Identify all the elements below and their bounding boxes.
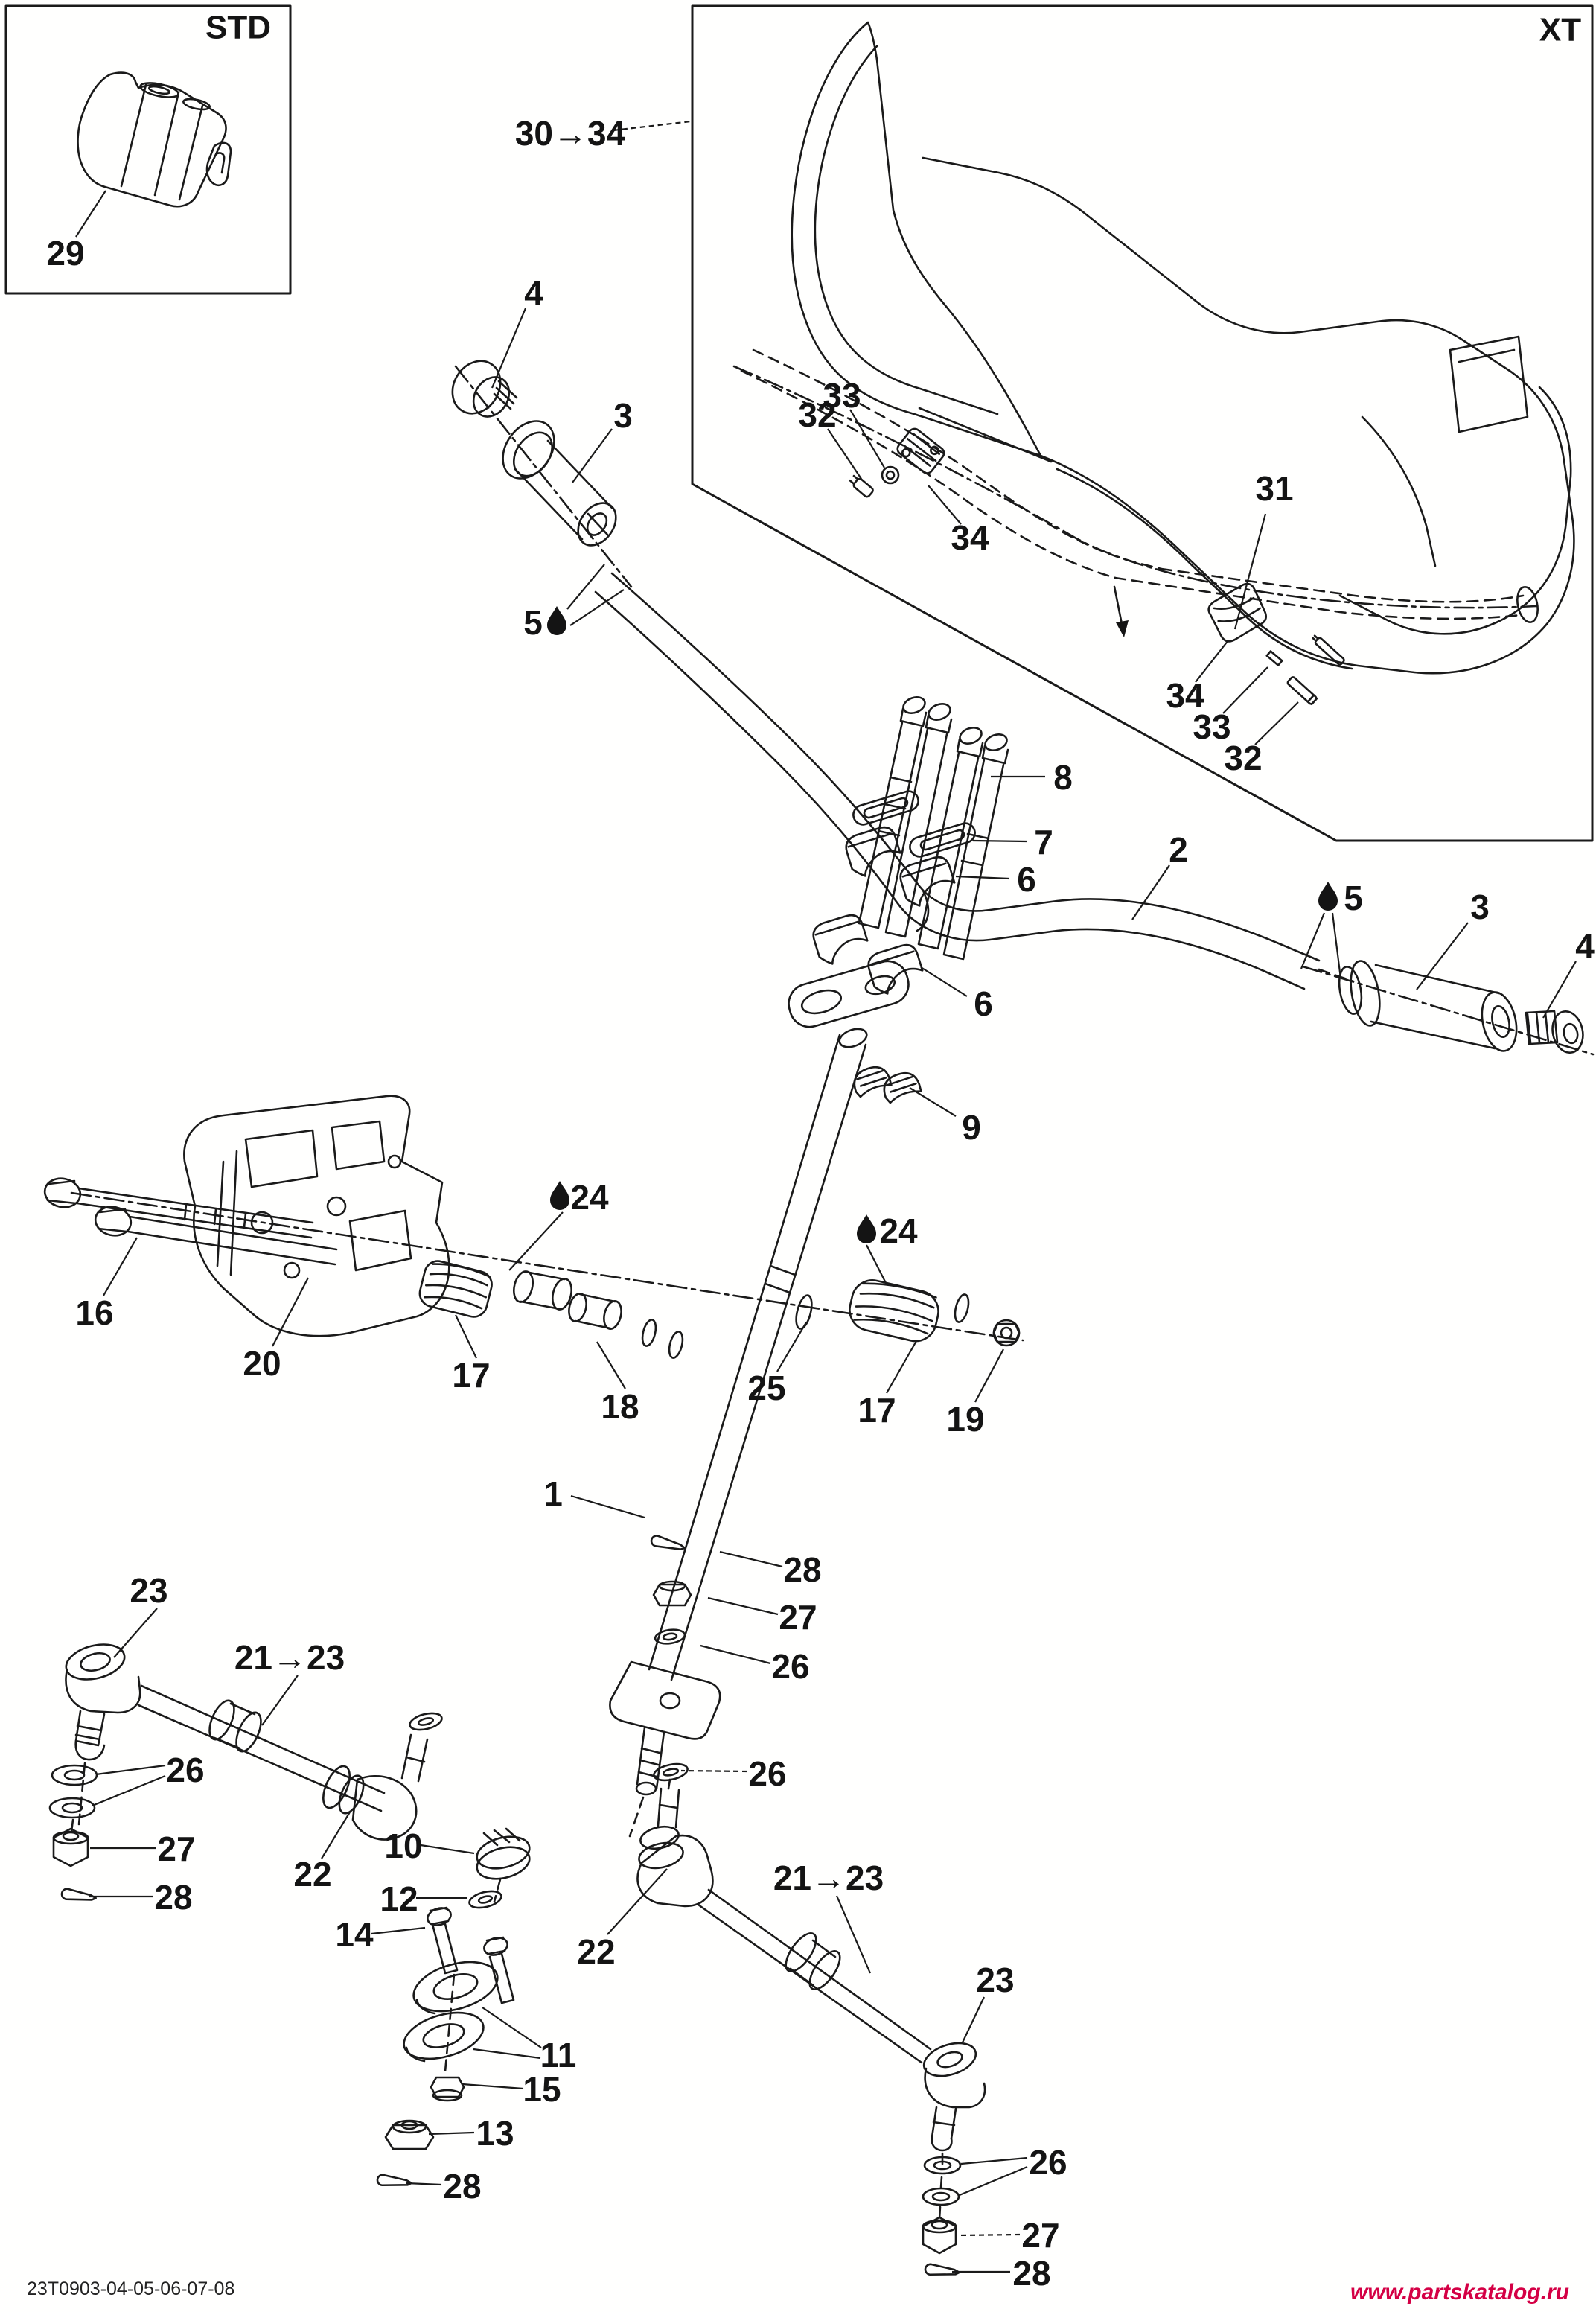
- callout-10: [384, 1827, 474, 1865]
- callout-19: [946, 1349, 1003, 1439]
- part-4-grip-cap-right: [1526, 1008, 1586, 1055]
- callout-label: 1: [543, 1474, 563, 1513]
- callout-32: [1224, 702, 1298, 777]
- callout-6: [956, 860, 1036, 899]
- callout-34: [1166, 640, 1228, 715]
- part-4-grip-cap-left: [443, 352, 631, 587]
- callout-label: 4: [1575, 927, 1595, 966]
- part-17-clamp-right: [846, 1276, 942, 1346]
- part-18-spacers: [511, 1270, 685, 1360]
- callout-label: 2: [1169, 830, 1188, 869]
- part-16-bolts: [42, 1175, 336, 1264]
- callout-20: [243, 1278, 308, 1383]
- callout-label: 5: [523, 603, 543, 642]
- callout-label: 7: [1034, 823, 1053, 862]
- callout-label: 27: [1021, 2216, 1060, 2255]
- std-box-label: STD: [205, 9, 271, 46]
- part-29-riser-block: [78, 73, 231, 207]
- callout-label: 12: [380, 1879, 418, 1918]
- callout-27: [958, 2216, 1060, 2255]
- xt-box-label: XT: [1539, 11, 1582, 48]
- callout-8: [991, 758, 1073, 797]
- callout-label: 28: [1012, 2254, 1051, 2293]
- part-26-washers-left: [50, 1765, 97, 1832]
- callout-label: 17: [452, 1356, 491, 1395]
- callout-label: 25: [747, 1369, 786, 1407]
- callout-label: 20: [243, 1344, 281, 1383]
- callout-label: 32: [1224, 739, 1263, 777]
- part-27-nut-left: [54, 1829, 88, 1866]
- callout-label: 6: [974, 984, 993, 1023]
- callout-label: 3: [1470, 888, 1490, 926]
- part-19-nut: [994, 1320, 1019, 1346]
- callout-label: 29: [46, 234, 85, 273]
- callout-24: [857, 1211, 918, 1284]
- callout-label: 34: [1166, 676, 1204, 715]
- callout-9: [910, 1088, 981, 1147]
- callout-12: [380, 1879, 467, 1918]
- grease-droplet-icon: [547, 606, 566, 635]
- callout-label: 26: [748, 1754, 787, 1793]
- callout-28: [952, 2254, 1051, 2293]
- callout-label: 28: [783, 1550, 822, 1589]
- callout-label: 5: [1344, 879, 1363, 917]
- callout-label: 26: [166, 1751, 205, 1789]
- part-20-bracket: [184, 1096, 449, 1336]
- doc-code: 23T0903-04-05-06-07-08: [27, 2278, 235, 2299]
- callout-26: [700, 1646, 810, 1686]
- callout-27: [708, 1598, 817, 1637]
- callout-3: [572, 396, 633, 483]
- callout-label: 22: [577, 1932, 616, 1971]
- callout-27: [90, 1829, 196, 1868]
- callout-17: [858, 1341, 916, 1430]
- callout-label: 22: [293, 1855, 332, 1894]
- callout-label: 19: [946, 1400, 985, 1439]
- callout-label: 8: [1053, 758, 1073, 797]
- callout-label: 23: [976, 1961, 1015, 1999]
- callout-5: [1301, 879, 1363, 978]
- callout-label: 26: [1029, 2143, 1067, 2182]
- callout-17: [452, 1315, 490, 1395]
- part-25-washers: [794, 1293, 971, 1331]
- callout-label: 33: [823, 376, 861, 415]
- callout-28: [89, 1878, 193, 1917]
- callout-label: 3: [613, 396, 633, 435]
- watermark-url: www.partskatalog.ru: [1350, 2280, 1569, 2305]
- callout-26: [960, 2143, 1067, 2195]
- callout-label: 11: [540, 2036, 577, 2074]
- callout-28: [720, 1550, 822, 1589]
- part-21-23-tie-rod-right: [636, 1761, 985, 2219]
- callout-6: [921, 967, 993, 1023]
- callout-label: 4: [524, 274, 543, 313]
- callout-label: 28: [154, 1878, 193, 1917]
- callout-1: [543, 1474, 645, 1518]
- callout-16: [75, 1238, 137, 1332]
- callout-label: 30→34: [514, 114, 626, 153]
- callout-34: [928, 485, 989, 557]
- part-12-washer: [467, 1888, 503, 1911]
- callout-14: [335, 1915, 425, 1954]
- callout-label: 27: [157, 1829, 196, 1868]
- callout-label: 26: [771, 1647, 810, 1686]
- callout-label: 9: [962, 1108, 981, 1147]
- callout-label: 18: [601, 1387, 639, 1426]
- part-10-bushing: [473, 1829, 533, 1902]
- callout-29: [46, 191, 106, 273]
- part-2-handlebar: [596, 573, 1319, 989]
- callout-23: [963, 1961, 1015, 2042]
- part-15-nut: [431, 2077, 464, 2101]
- callout-label: 24: [570, 1178, 609, 1217]
- callout-label: 32: [798, 395, 837, 434]
- callout-label: 15: [523, 2070, 561, 2109]
- callout-22: [577, 1869, 667, 1971]
- callout-layer: [46, 114, 1595, 2293]
- callout-label: 6: [1017, 860, 1036, 899]
- callout-26: [92, 1751, 205, 1806]
- callout-label: 28: [443, 2167, 482, 2206]
- callout-24: [509, 1178, 609, 1270]
- part-9-clamp-halves: [851, 1064, 922, 1104]
- callout-label: 17: [858, 1391, 896, 1430]
- callout-4: [1543, 927, 1595, 1018]
- part-3-grip-left: [492, 411, 623, 552]
- callout-label: 24: [879, 1211, 918, 1250]
- callout-28: [406, 2167, 482, 2206]
- callout-3: [1417, 888, 1490, 990]
- callout-label: 10: [384, 1827, 423, 1865]
- callout-label: 21→23: [234, 1638, 345, 1677]
- callout-label: 21→23: [773, 1859, 884, 1897]
- callout-label: 31: [1255, 469, 1294, 508]
- callout-21→23: [773, 1859, 884, 1973]
- part-28-pin-bottom-left: [377, 2174, 412, 2188]
- part-13-nut: [386, 2121, 433, 2149]
- callout-label: 13: [476, 2114, 514, 2153]
- callout-label: 16: [75, 1293, 114, 1332]
- grease-droplet-icon: [550, 1181, 569, 1210]
- callout-18: [597, 1342, 639, 1426]
- callout-26: [681, 1754, 787, 1793]
- callout-label: 27: [779, 1598, 817, 1637]
- part-28-pin-right: [925, 2264, 960, 2278]
- callout-13: [429, 2114, 514, 2153]
- callout-label: 33: [1193, 707, 1231, 746]
- callout-15: [462, 2070, 561, 2109]
- callout-11: [473, 2007, 576, 2074]
- callout-label: 14: [335, 1915, 374, 1954]
- callout-23: [114, 1571, 168, 1657]
- callout-label: 34: [951, 518, 989, 557]
- callout-22: [293, 1811, 351, 1894]
- callout-31: [1235, 469, 1294, 629]
- part-27-nut-right: [923, 2217, 956, 2253]
- callout-4: [492, 274, 543, 388]
- callout-label: 23: [130, 1571, 168, 1610]
- callout-30→34: [515, 114, 691, 153]
- grease-droplet-icon: [857, 1214, 876, 1243]
- grease-droplet-icon: [1318, 882, 1338, 911]
